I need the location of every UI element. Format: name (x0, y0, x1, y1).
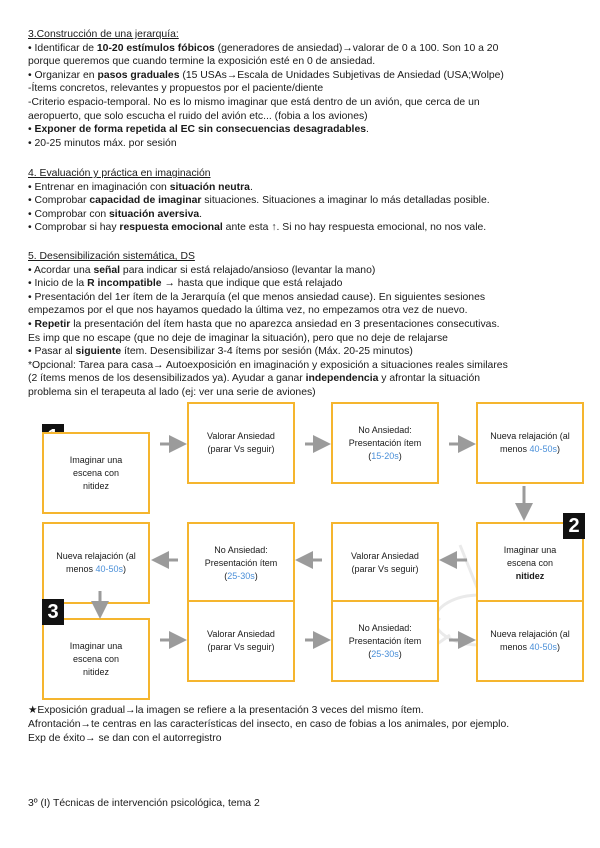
section-5-title: 5. Desensibilización sistemática, DS (28, 251, 195, 262)
box-relax-2: Nueva relajación (al menos 40-50s) (42, 522, 150, 604)
step-badge-3: 3 (42, 599, 64, 625)
box-noansiedad-1: No Ansiedad: Presentación ítem (15-20s) (331, 402, 439, 484)
section-5: 5. Desensibilización sistemática, DS • Acordar una señal para indicar si está relajado/ansioso (levantar la mano) • Inicio de la R incompatible → hasta que indique que está relajado • Presentación del 1er ítem de la Jerarquía (el que menos ansiedad cause). En siguientes sesiones empezamos por el que nos hayamos quedado la última vez, no empezamos otra vez de nuevo. • Repetir la presentación del ítem hasta que no aparezca ansiedad en 3 presentaciones consecutivas. Es imp que no escape (que no deje de imaginar la situación), pero que no deje de relajarse • Pasar al siguiente ítem. Desensibilizar 3-4 ítems por sesión (Máx. 20-25 minutos) *Opcional: Tarea para casa→ Autoexposición en imaginación y exposición a situaciones reales similares (2 ítems menos de los desensibilizados ya). Ayudar a ganar independencia y afrontar la situación problema sin el terapeuta al lado (ej: ver una serie de aviones) (28, 250, 580, 400)
page-footer: 3º (I) Técnicas de intervención psicológica, tema 2 (28, 798, 260, 809)
box-imagine-3: Imaginar una escena con nitidez (42, 618, 150, 700)
box-relax-3: Nueva relajación (al menos 40-50s) (476, 600, 584, 682)
box-noansiedad-3: No Ansiedad: Presentación ítem (25-30s) (331, 600, 439, 682)
notes: ★Exposición gradual→la imagen se refiere a la presentación 3 veces del mismo ítem. Afrontación→te centras en las características del insecto, en caso de fobias a los animales, por ejemplo. Exp de éxito→ se dan con el autorregistro (28, 705, 510, 744)
section-3: 3.Construcción de una jerarquía: • Identificar de 10-20 estímulos fóbicos (generadores de ansiedad)→valorar de 0 a 100. Son 10 a 20 porque queremos que cuando termine la exposición esté en 0 de ansiedad. • Organizar en pasos graduales (15 USAs→Escala de Unidades Subjetivas de Ansiedad (USA;Wolpe) -Ítems concretos, relevantes y propuestos por el paciente/diente -Criterio espacio-temporal. No es lo mismo imaginar que está dentro de un avión, que cerca de un aeropuerto, que solo escucha el ruido del avión etc... (fobia a los aviones) • Exponer de forma repetida al EC sin consecuencias desagradables. • 20-25 minutos máx. por sesión (28, 28, 580, 150)
box-imagine-2: Imaginar una escena con nitidez (476, 522, 584, 604)
box-relax-1: Nueva relajación (al menos 40-50s) (476, 402, 584, 484)
section-4-title: 4. Evaluación y práctica en imaginación (28, 168, 211, 179)
box-valorar-1: Valorar Ansiedad (parar Vs seguir) (187, 402, 295, 484)
section-3-title: 3.Construcción de una jerarquía: (28, 29, 179, 40)
box-valorar-3: Valorar Ansiedad (parar Vs seguir) (187, 600, 295, 682)
section-4: 4. Evaluación y práctica en imaginación • Entrenar en imaginación con situación neutra. • Comprobar capacidad de imaginar situaciones. Situaciones a imaginar lo más detalladas posible. • Comprobar con situación aversiva. • Comprobar si hay respuesta emocional ante esta ↑. Si no hay respuesta emocional, no nos vale. (28, 167, 580, 235)
step-badge-2: 2 (563, 513, 585, 539)
box-imagine-1: Imaginar una escena con nitidez (42, 432, 150, 514)
box-valorar-2: Valorar Ansiedad (parar Vs seguir) (331, 522, 439, 604)
box-noansiedad-2: No Ansiedad: Presentación ítem (25-30s) (187, 522, 295, 604)
